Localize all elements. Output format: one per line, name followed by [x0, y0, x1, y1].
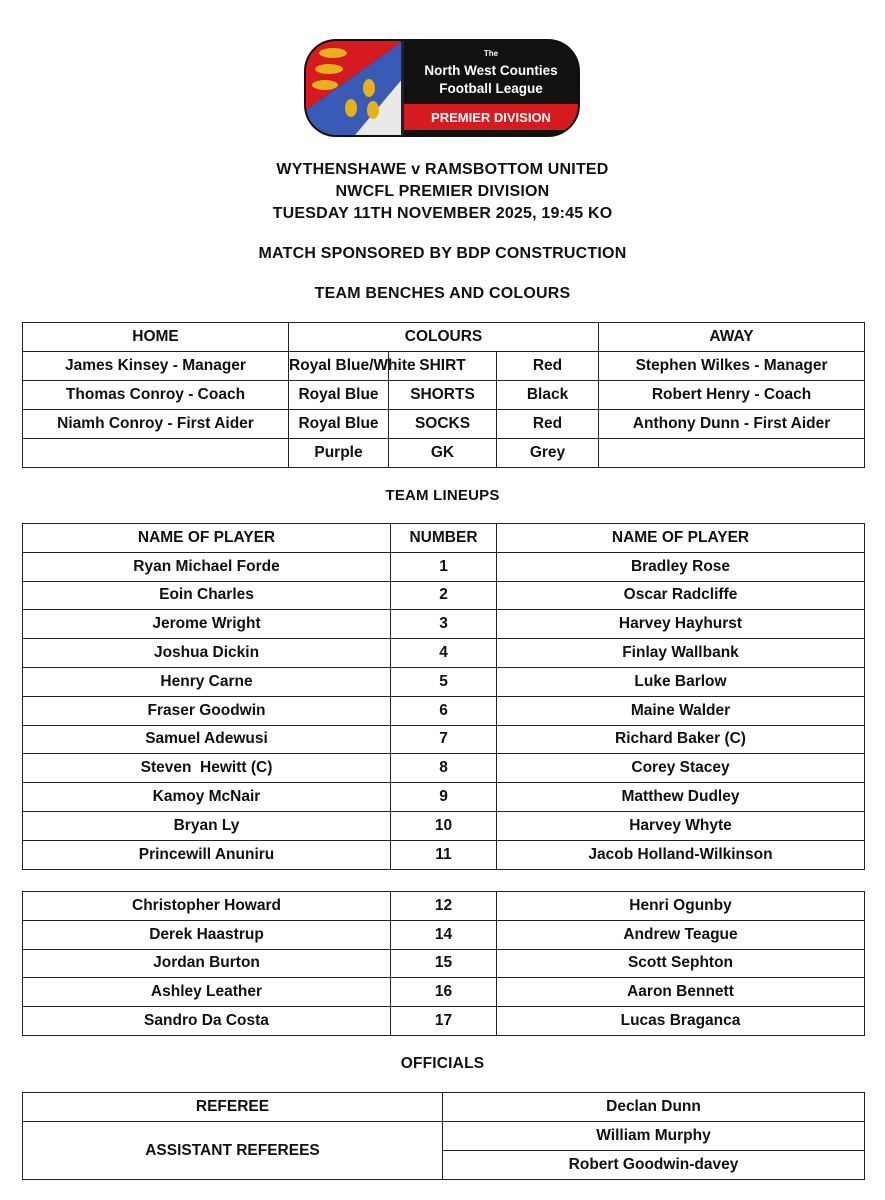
- table-row: [23, 1093, 865, 1122]
- shirt-number: 10: [391, 811, 497, 840]
- number-header: NUMBER: [391, 524, 497, 553]
- table-row: [23, 1122, 865, 1151]
- home-player: Steven Hewitt (C): [23, 754, 391, 783]
- sponsor-line: MATCH SPONSORED BY BDP CONSTRUCTION: [258, 245, 627, 262]
- shirt-number: 16: [391, 978, 497, 1007]
- home-staff: Niamh Conroy - First Aider: [23, 410, 289, 439]
- home-colour: Royal Blue/White: [289, 352, 389, 381]
- kit-item: GK: [389, 439, 497, 468]
- shirt-number: 12: [391, 892, 497, 921]
- away-player: Aaron Bennett: [497, 978, 865, 1007]
- kit-item: SHIRT: [389, 352, 497, 381]
- home-player-header: NAME OF PLAYER: [23, 524, 391, 553]
- table-row: [23, 410, 865, 439]
- table-row: [23, 754, 865, 783]
- home-player: Eoin Charles: [23, 581, 391, 610]
- shirt-number: 14: [391, 920, 497, 949]
- away-header: AWAY: [599, 323, 865, 352]
- away-player: Scott Sephton: [497, 949, 865, 978]
- away-player: Luke Barlow: [497, 667, 865, 696]
- home-staff: [23, 439, 289, 468]
- shirt-number: 4: [391, 639, 497, 668]
- table-row: [23, 783, 865, 812]
- home-staff: James Kinsey - Manager: [23, 352, 289, 381]
- table-row: [23, 581, 865, 610]
- away-colour: Black: [497, 381, 599, 410]
- shirt-number: 7: [391, 725, 497, 754]
- officials-table: [22, 1092, 865, 1180]
- table-row: [23, 920, 865, 949]
- away-staff: Robert Henry - Coach: [599, 381, 865, 410]
- table-row: [23, 381, 865, 410]
- home-player: Sandro Da Costa: [23, 1007, 391, 1036]
- home-colour: Royal Blue: [289, 410, 389, 439]
- table-row: [23, 1007, 865, 1036]
- shirt-number: 8: [391, 754, 497, 783]
- substitutes-table: [22, 891, 865, 1036]
- away-player: Maine Walder: [497, 696, 865, 725]
- away-player: Harvey Whyte: [497, 811, 865, 840]
- table-row: [23, 978, 865, 1007]
- home-header: HOME: [23, 323, 289, 352]
- home-player: Jordan Burton: [23, 949, 391, 978]
- table-row: [23, 610, 865, 639]
- logo-division: PREMIER DIVISION: [431, 110, 551, 125]
- away-player: Jacob Holland-Wilkinson: [497, 840, 865, 869]
- shirt-number: 9: [391, 783, 497, 812]
- logo-line2: North West Counties: [424, 63, 558, 78]
- away-player-header: NAME OF PLAYER: [497, 524, 865, 553]
- home-staff: Thomas Conroy - Coach: [23, 381, 289, 410]
- shirt-number: 15: [391, 949, 497, 978]
- table-row: [23, 811, 865, 840]
- lineups-title: TEAM LINEUPS: [385, 487, 500, 504]
- home-player: Fraser Goodwin: [23, 696, 391, 725]
- home-player: Ryan Michael Forde: [23, 552, 391, 581]
- away-player: Oscar Radcliffe: [497, 581, 865, 610]
- league-logo: [303, 38, 581, 138]
- away-player: Harvey Hayhurst: [497, 610, 865, 639]
- referee-label: REFEREE: [23, 1093, 443, 1122]
- table-row: [23, 639, 865, 668]
- home-player: Jerome Wright: [23, 610, 391, 639]
- competition-title: NWCFL PREMIER DIVISION: [335, 183, 550, 200]
- shirt-number: 3: [391, 610, 497, 639]
- shirt-number: 11: [391, 840, 497, 869]
- match-datetime: TUESDAY 11TH NOVEMBER 2025, 19:45 KO: [272, 205, 613, 222]
- away-colour: Red: [497, 410, 599, 439]
- table-row: [23, 524, 865, 553]
- away-colour: Red: [497, 352, 599, 381]
- home-player: Derek Haastrup: [23, 920, 391, 949]
- away-staff: Anthony Dunn - First Aider: [599, 410, 865, 439]
- home-colour: Royal Blue: [289, 381, 389, 410]
- away-player: Corey Stacey: [497, 754, 865, 783]
- shirt-number: 5: [391, 667, 497, 696]
- away-player: Richard Baker (C): [497, 725, 865, 754]
- home-player: Joshua Dickin: [23, 639, 391, 668]
- officials-title: OFFICIALS: [400, 1055, 485, 1072]
- table-row: [23, 323, 865, 352]
- shirt-number: 17: [391, 1007, 497, 1036]
- table-row: [23, 352, 865, 381]
- away-player: Bradley Rose: [497, 552, 865, 581]
- home-player: Princewill Anuniru: [23, 840, 391, 869]
- table-row: [23, 949, 865, 978]
- table-row: [23, 696, 865, 725]
- table-row: [23, 667, 865, 696]
- kit-item: SHORTS: [389, 381, 497, 410]
- away-player: Lucas Braganca: [497, 1007, 865, 1036]
- table-row: [23, 552, 865, 581]
- home-player: Christopher Howard: [23, 892, 391, 921]
- home-player: Kamoy McNair: [23, 783, 391, 812]
- home-player: Ashley Leather: [23, 978, 391, 1007]
- benches-table: [22, 322, 865, 468]
- away-staff: [599, 439, 865, 468]
- away-player: Matthew Dudley: [497, 783, 865, 812]
- colours-header: COLOURS: [289, 323, 599, 352]
- home-player: Henry Carne: [23, 667, 391, 696]
- away-player: Andrew Teague: [497, 920, 865, 949]
- kit-item: SOCKS: [389, 410, 497, 439]
- fixture-title: WYTHENSHAWE v RAMSBOTTOM UNITED: [276, 161, 609, 178]
- benches-title: TEAM BENCHES AND COLOURS: [314, 285, 571, 302]
- assistant-referee-name: William Murphy: [443, 1122, 865, 1151]
- table-row: [23, 439, 865, 468]
- table-row: [23, 892, 865, 921]
- starters-table: [22, 523, 865, 870]
- table-row: [23, 840, 865, 869]
- away-staff: Stephen Wilkes - Manager: [599, 352, 865, 381]
- logo-line1: The: [483, 49, 499, 58]
- shirt-number: 6: [391, 696, 497, 725]
- assistant-referee-name: Robert Goodwin-davey: [443, 1151, 865, 1180]
- assistant-referees-label: ASSISTANT REFEREES: [23, 1122, 443, 1180]
- logo-line3: Football League: [439, 81, 543, 96]
- home-player: Samuel Adewusi: [23, 725, 391, 754]
- away-player: Finlay Wallbank: [497, 639, 865, 668]
- home-colour: Purple: [289, 439, 389, 468]
- table-row: [23, 725, 865, 754]
- referee-name: Declan Dunn: [443, 1093, 865, 1122]
- shirt-number: 1: [391, 552, 497, 581]
- away-player: Henri Ogunby: [497, 892, 865, 921]
- home-player: Bryan Ly: [23, 811, 391, 840]
- away-colour: Grey: [497, 439, 599, 468]
- shirt-number: 2: [391, 581, 497, 610]
